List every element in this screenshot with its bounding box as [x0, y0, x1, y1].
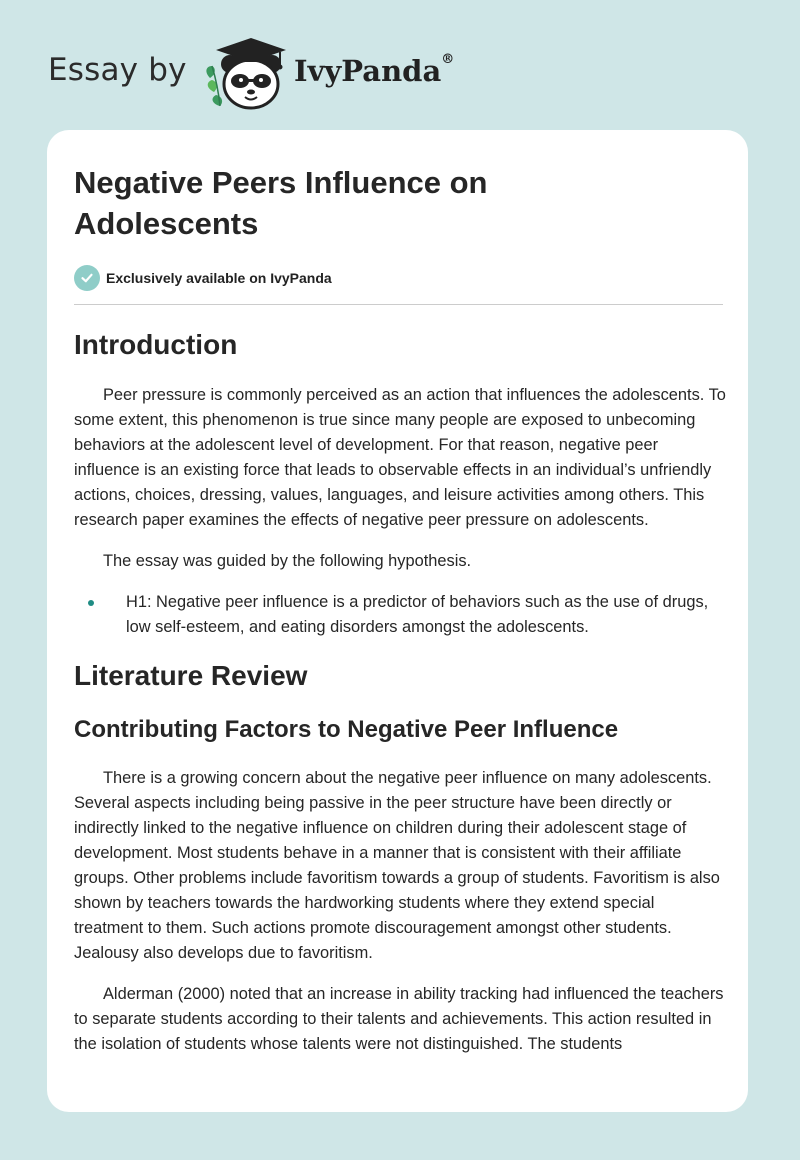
- hypothesis-text: H1: Negative peer influence is a predictor of behaviors such as the use of drugs, low self-esteem, and eating disorders amongst the adolescents.: [126, 593, 709, 636]
- literature-paragraph-2: Alderman (2000) noted that an increase in ability tracking had influenced the teachers to separate students according to their talents and achievements. This action resulted in the isolation of students whose talents were not distinguished. The students: [74, 985, 724, 1053]
- exclusive-label: Exclusively available on IvyPanda: [106, 270, 332, 286]
- list-item: [74, 590, 726, 640]
- essay-card: [47, 130, 748, 1112]
- literature-review-heading: Literature Review: [74, 660, 308, 691]
- literature-paragraph-1: There is a growing concern about the negative peer influence on many adolescents. Several aspects including being passive in the peer structure have been directly or indirectly linked to the negative influence on children during their adolescent stage of development. Most students behave in a manner that is consistent with their affiliate groups. Other problems include favoritism towards a group of students. Favoritism is also shown by teachers towards the hardworking students where they extend special treatment to them. Such actions promote discouragement amongst other students. Jealousy also develops due to favoritism.: [74, 769, 720, 962]
- contributing-factors-heading: Contributing Factors to Negative Peer Influence: [74, 716, 619, 743]
- brand-name[interactable]: [294, 54, 454, 88]
- brand-text: IvyPanda: [294, 54, 442, 88]
- site-header: [48, 34, 748, 114]
- hypothesis-list: [74, 590, 726, 640]
- check-circle-icon: [74, 265, 100, 291]
- panda-logo-icon[interactable]: [200, 34, 290, 110]
- bullet-dot-icon: [88, 600, 94, 606]
- introduction-heading: Introduction: [74, 329, 238, 360]
- registered-mark: ®: [441, 52, 455, 67]
- hypothesis-intro: The essay was guided by the following hypothesis.: [103, 552, 472, 570]
- essay-content: [74, 162, 726, 1057]
- divider: [74, 304, 723, 305]
- exclusive-badge: [74, 264, 726, 292]
- page-title: Negative Peers Influence on Adolescents: [74, 165, 488, 241]
- introduction-paragraph: Peer pressure is commonly perceived as an action that influences the adolescents. To some extent, this phenomenon is true since many people are exposed to unbecoming behaviors at the adolescent level of development. For that reason, negative peer influence is an existing force that leads to observable effects in an individual’s unfriendly actions, choices, dressing, values, languages, and leisure activities among others. This research paper examines the effects of negative peer pressure on adolescents.: [74, 386, 726, 529]
- essay-by-label: Essay by: [48, 52, 187, 88]
